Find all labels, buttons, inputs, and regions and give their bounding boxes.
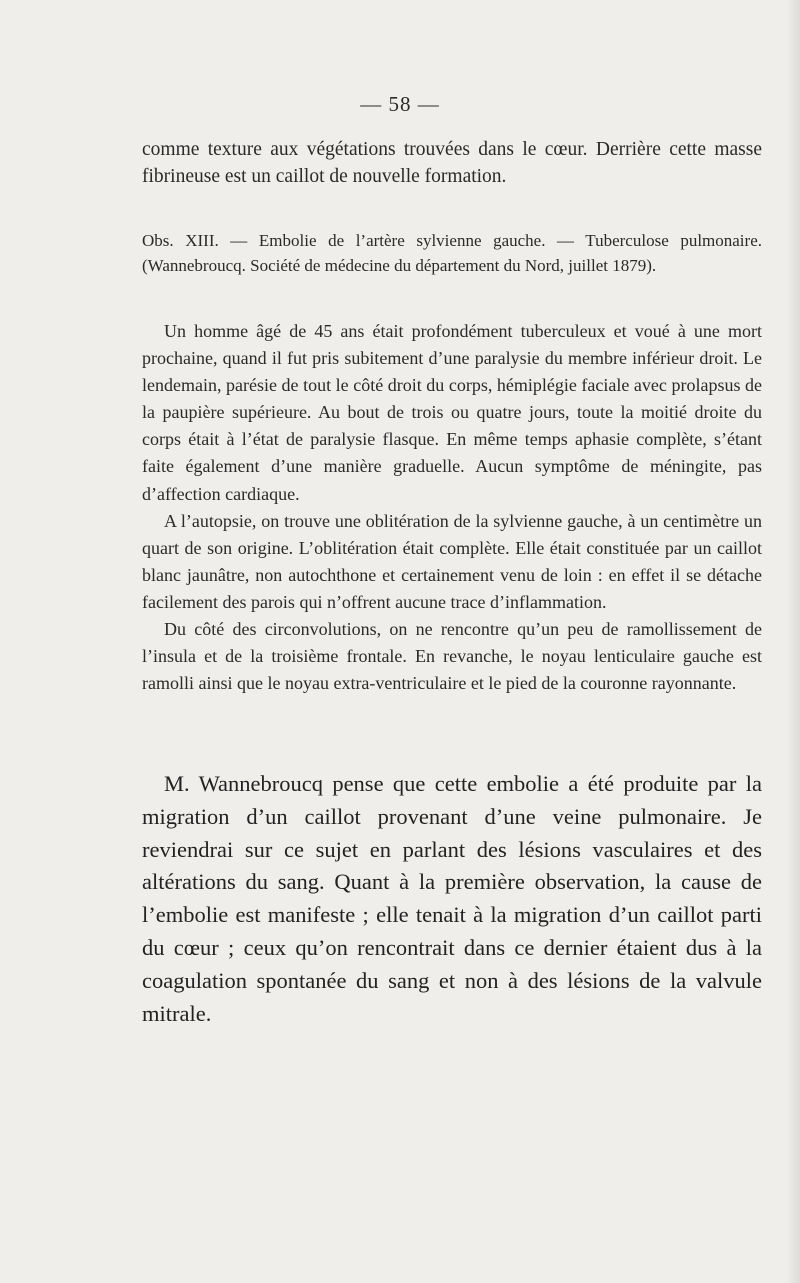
paragraph-case-history: Un homme âgé de 45 ans était profondément tuberculeux et voué à une mort prochaine, quand il fut pris subitement d’une paralysie du membre inférieur droit. Le lendemain, parésie de tout le côté droit du corps, hémiplégie faciale avec prolapsus de la paupière supérieure. Au bout de trois ou quatre jours, toute la moitié droite du corps était à l’état de paralysie flasque. En même temps aphasie complète, s’étant faite également d’une manière graduelle. Aucun symptôme de méningite, pas d’affection cardiaque. — [142, 321, 762, 504]
paragraph-commentary: M. Wannebroucq pense que cette embolie a été produite par la migration d’un caillot provenant d’une veine pulmonaire. Je reviendrai sur ce sujet en parlant des lésions vasculaires et des altérations du sang. Quant à la première observation, la cause de l’embolie est manifeste ; elle tenait à la migration d’un caillot parti du cœur ; ceux qu’on rencontrait dans ce dernier étaient dus à la coagulation spontanée du sang et non à des lésions de la valvule mitrale. — [142, 771, 762, 1026]
page-edge-shadow — [786, 0, 800, 1283]
case-description — [142, 318, 762, 697]
observation-heading: Obs. XIII. — Embolie de l’artère sylvienne gauche. — Tuberculose pulmonaire. (Wannebroucq. Société de médecine du département du Nord, juillet 1879). — [142, 231, 762, 275]
paragraph-autopsy: A l’autopsie, on trouve une oblitération de la sylvienne gauche, à un centimètre un quart de son origine. L’oblitération était complète. Elle était constituée par un caillot blanc jaunâtre, non autochthone et certainement venu de loin : en effet il se détache facilement des parois qui n’offrent aucune trace d’inflammation. — [142, 510, 762, 612]
page-number: — 58 — — [360, 92, 440, 116]
paragraph-continuation: comme texture aux végétations trouvées dans le cœur. Derrière cette masse fibrineuse est un caillot de nouvelle formation. — [142, 139, 762, 187]
paragraph-convolutions: Du côté des circonvolutions, on ne rencontre qu’un peu de ramollissement de l’insula et de la troisième frontale. En revanche, le noyau lenticulaire gauche est ramolli ainsi que le noyau extra-ventriculaire et le pied de la couronne rayonnante. — [142, 619, 762, 694]
